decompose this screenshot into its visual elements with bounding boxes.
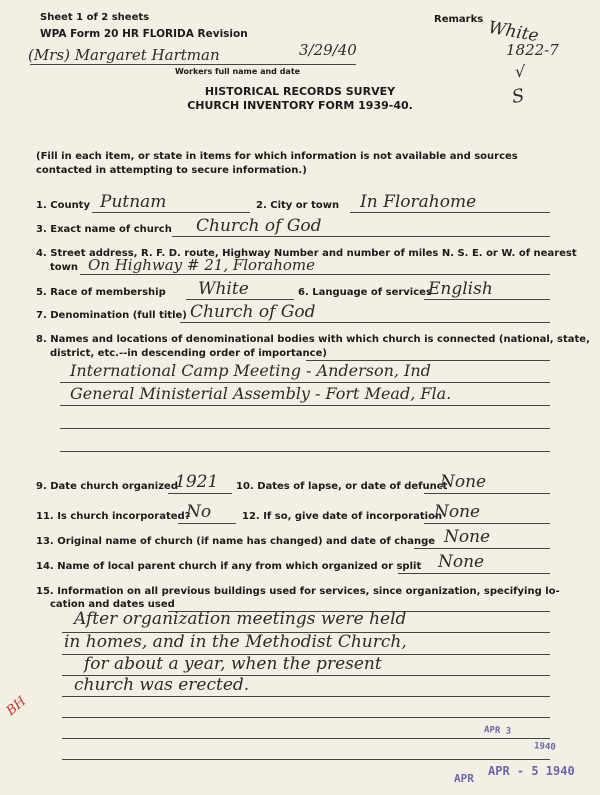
inventory-title: CHURCH INVENTORY FORM 1939-40. <box>187 99 413 112</box>
bodies-value-line2: General Ministerial Assembly - Fort Mead, Fla. <box>70 384 452 403</box>
bodies-line-4 <box>60 451 550 452</box>
bodies-line-2 <box>60 405 550 406</box>
original-name-label: 13. Original name of church (if name has changed) and date of change <box>36 536 436 547</box>
sheet-number: Sheet 1 of 2 sheets <box>40 12 150 23</box>
county-value: Putnam <box>100 192 167 212</box>
margin-initials: BH <box>3 694 30 719</box>
incorp-date-label: 12. If so, give date of incorporation <box>242 511 443 522</box>
remarks-handwritten: White <box>486 17 541 47</box>
buildings-value-line1: After organization meetings were held <box>74 609 407 629</box>
buildings-label-line2: cation and dates used <box>50 599 175 610</box>
organized-value: 1921 <box>175 472 219 492</box>
organized-line <box>168 493 232 494</box>
remarks-check-mark: √ <box>515 62 526 81</box>
worker-date: 3/29/40 <box>299 41 357 59</box>
instructions: (Fill in each item, or state in items for which information is not available and sources contacted in attempting to secure information.) <box>36 151 518 176</box>
denomination-value: Church of God <box>190 302 316 322</box>
parent-line <box>398 573 550 574</box>
church-name-value: Church of God <box>196 216 322 236</box>
form-name: WPA Form 20 HR FLORIDA Revision <box>40 28 248 40</box>
buildings-line-5 <box>62 717 550 718</box>
lapse-line <box>424 493 550 494</box>
received-stamp-2-prefix: APR <box>454 772 474 785</box>
city-label: 2. City or town <box>256 200 340 211</box>
county-line <box>92 212 250 213</box>
address-label-line1: 4. Street address, R. F. D. route, Highway Number and number of miles N. S. E. or W. of nearest <box>36 248 577 259</box>
lapse-value: None <box>440 472 487 492</box>
denomination-line <box>180 322 550 323</box>
incorp-date-line <box>424 523 550 524</box>
denomination-label: 7. Denomination (full title) <box>36 310 187 321</box>
worker-name: (Mrs) Margaret Hartman <box>28 46 220 64</box>
received-stamp-1-year: 1940 <box>533 741 557 753</box>
city-value: In Florahome <box>360 192 477 212</box>
bodies-value-line1: International Camp Meeting - Anderson, Ind <box>70 361 431 380</box>
bodies-label-line2: district, etc.--in descending order of importance) <box>50 348 327 359</box>
remarks-number: 1822-7 <box>506 41 559 59</box>
bodies-label-line1: 8. Names and locations of denominational bodies with which church is connected (national, state, <box>36 334 590 345</box>
address-line <box>80 274 550 275</box>
church-name-label: 3. Exact name of church <box>36 224 172 235</box>
buildings-value-line3: for about a year, when the present <box>84 654 382 674</box>
parent-value: None <box>438 552 485 572</box>
race-label: 5. Race of membership <box>36 287 166 298</box>
received-stamp-1: APR 3 <box>483 725 512 737</box>
incorporated-label: 11. Is church incorporated? <box>36 511 191 522</box>
buildings-label-line1: 15. Information on all previous buildings used for services, since organization, specifying lo- <box>36 586 560 597</box>
race-value: White <box>198 279 249 299</box>
buildings-line-4 <box>62 696 550 697</box>
language-label: 6. Language of services <box>298 287 432 298</box>
language-line <box>424 299 550 300</box>
bodies-line-3 <box>60 428 550 429</box>
address-label-line2: town <box>50 262 79 273</box>
county-label: 1. County <box>36 200 90 211</box>
lapse-label: 10. Dates of lapse, or date of defunct <box>236 481 448 492</box>
buildings-line-7 <box>62 759 550 760</box>
worker-line <box>30 64 356 65</box>
church-name-line <box>172 236 550 237</box>
remarks-s-mark: S <box>510 85 526 108</box>
buildings-value-line2: in homes, and in the Methodist Church, <box>64 632 407 652</box>
buildings-value-line4: church was erected. <box>74 675 250 695</box>
worker-label: Workers full name and date <box>175 67 301 76</box>
incorp-date-value: None <box>434 502 481 522</box>
incorporated-value: No <box>186 502 212 522</box>
city-line <box>350 212 550 213</box>
received-stamp-2: APR - 5 1940 <box>488 764 575 778</box>
original-name-value: None <box>444 527 491 547</box>
bodies-line-1 <box>60 382 550 383</box>
parent-label: 14. Name of local parent church if any from which organized or split <box>36 561 422 572</box>
address-value: On Highway # 21, Florahome <box>88 256 315 274</box>
incorporated-line <box>178 523 236 524</box>
survey-title: HISTORICAL RECORDS SURVEY <box>204 85 396 98</box>
organized-label: 9. Date church organized <box>36 481 178 492</box>
original-name-line <box>414 548 550 549</box>
remarks-label: Remarks <box>434 14 484 25</box>
language-value: English <box>428 279 493 299</box>
race-line <box>186 299 294 300</box>
buildings-line-6 <box>62 738 550 739</box>
